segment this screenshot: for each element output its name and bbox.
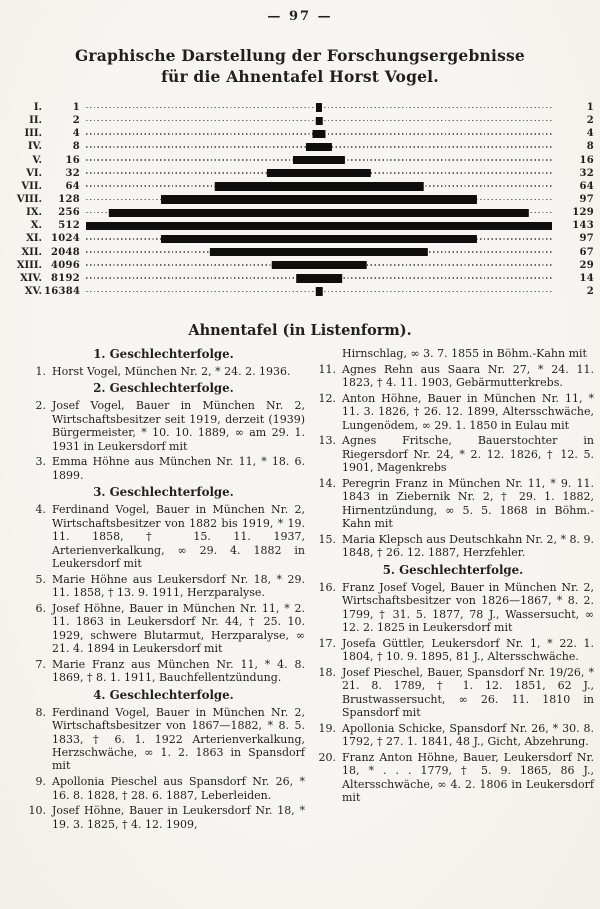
ancestor-pyramid-chart xyxy=(0,101,600,298)
possible-ancestors-count: 256 xyxy=(58,207,80,219)
found-ancestors-bar xyxy=(316,103,322,111)
ancestor-entry xyxy=(312,722,594,749)
found-ancestors-count: 4 xyxy=(586,128,594,140)
chart-row xyxy=(0,154,600,167)
found-ancestors-count: 32 xyxy=(579,167,594,179)
found-ancestors-count: 67 xyxy=(579,246,594,258)
entry-text: Hirnschlag, ∞ 3. 7. 1855 in Böhm.-Kahn mit xyxy=(342,347,587,360)
found-ancestors-count: 129 xyxy=(572,207,594,219)
chart-track xyxy=(86,154,552,167)
ancestor-entry xyxy=(312,637,594,664)
found-ancestors-bar xyxy=(210,248,428,256)
entry-text: Josef Pieschel, Bauer, Spansdorf Nr. 19/26, * 21. 8. 1789, † 1. 12. 1851, 62 J., Brustwassersucht, ∞ 26. 11. 1810 in Spansdorf mit xyxy=(342,665,594,720)
entry-text: Agnes Rehn aus Saara Nr. 27, * 24. 11. 1823, † 4. 11. 1903, Gebärmutterkrebs. xyxy=(342,362,594,390)
chart-row xyxy=(0,246,600,259)
entry-text: Josef Höhne, Bauer in Leukersdorf Nr. 18, * 19. 3. 1825, † 4. 12. 1909, xyxy=(52,804,305,831)
entry-number: 18. xyxy=(318,665,336,679)
list-column-right xyxy=(312,347,594,833)
generation-label: XII. xyxy=(21,246,42,258)
entry-text: Franz Josef Vogel, Bauer in München Nr. 2, Wirtschaftsbesitzer von 1826—1867, * 8. 2. 1799, † 31. 5. 1877, 78 J., Wassersucht, ∞ 12. 2. 1825 in Leukersdorf mit xyxy=(342,580,594,635)
entry-text: Maria Klepsch aus Deutschkahn Nr. 2, * 8. 9. 1848, † 26. 12. 1887, Herzfehler. xyxy=(342,532,594,560)
found-ancestors-count: 97 xyxy=(579,193,594,205)
found-ancestors-count: 97 xyxy=(579,233,594,245)
ancestor-entry xyxy=(22,706,305,773)
entry-text: Marie Höhne aus Leukersdorf Nr. 18, * 29. 11. 1858, † 13. 9. 1911, Herzparalyse. xyxy=(52,572,305,600)
chart-track xyxy=(86,167,552,180)
generation-label: IV. xyxy=(27,141,42,153)
found-ancestors-bar xyxy=(267,169,371,177)
entry-number: 4. xyxy=(35,503,46,517)
chart-title-line2: für die Ahnentafel Horst Vogel. xyxy=(161,66,439,86)
ancestor-entry xyxy=(22,658,305,685)
generation-section-heading: 3. Geschlechterfolge. xyxy=(93,485,234,500)
generation-label: VIII. xyxy=(16,193,42,205)
found-ancestors-bar xyxy=(316,117,323,125)
ancestor-entry xyxy=(22,503,305,570)
entry-text: Peregrin Franz in München Nr. 11, * 9. 11. 1843 in Ziebernik Nr. 2, † 29. 1. 1882, Hirnentzündung, ∞ 5. 5. 1868 in Böhm.-Kahn mit xyxy=(342,476,594,531)
chart-row xyxy=(0,285,600,298)
possible-ancestors-count: 32 xyxy=(65,167,80,179)
generation-label: VII. xyxy=(21,180,42,192)
generation-label: XI. xyxy=(26,233,42,245)
generation-label: V. xyxy=(32,154,42,166)
entry-number: 9. xyxy=(35,775,46,789)
generation-section-heading: 5. Geschlechterfolge. xyxy=(382,562,524,577)
generation-label: IX. xyxy=(26,207,42,219)
ancestor-entry xyxy=(22,775,305,802)
chart-row xyxy=(0,272,600,285)
found-ancestors-count: 8 xyxy=(586,141,594,153)
generation-label: VI. xyxy=(26,167,42,179)
chart-track xyxy=(86,180,552,193)
two-column-list xyxy=(22,347,594,833)
entry-number: 14. xyxy=(318,476,336,490)
entry-text: Apollonia Schicke, Spansdorf Nr. 26, * 30. 8. 1792, † 27. 1. 1841, 48 J., Gicht, Abzehrung. xyxy=(342,721,594,749)
chart-track xyxy=(86,101,552,114)
possible-ancestors-count: 4096 xyxy=(50,259,80,271)
chart-row xyxy=(0,167,600,180)
possible-ancestors-count: 8192 xyxy=(50,272,80,284)
entry-text: Ferdinand Vogel, Bauer in München Nr. 2, Wirtschaftsbesitzer von 1867—1882, * 8. 5. 1833, † 6. 1. 1922 Arterienverkalkung, Herzschwäche, ∞ 1. 2. 1863 in Spansdorf mit xyxy=(52,705,305,773)
chart-track xyxy=(86,193,552,206)
possible-ancestors-count: 4 xyxy=(72,128,80,140)
generation-label: XIV. xyxy=(20,272,42,284)
page-number: — 97 — xyxy=(267,9,333,24)
ancestor-entry xyxy=(22,573,305,600)
entry-number: 11. xyxy=(318,362,336,376)
chart-row xyxy=(0,114,600,127)
entry-number: 8. xyxy=(35,705,46,719)
entry-number: 1. xyxy=(35,364,46,378)
entry-text: Emma Höhne aus München Nr. 11, * 18. 6. 1899. xyxy=(52,455,305,482)
generation-section-heading: 4. Geschlechterfolge. xyxy=(93,687,234,702)
chart-row xyxy=(0,101,600,114)
chart-row xyxy=(0,219,600,232)
found-ancestors-bar xyxy=(293,156,345,164)
entry-number: 13. xyxy=(318,434,336,448)
ancestor-entry xyxy=(312,363,594,390)
ancestor-entry xyxy=(312,392,594,432)
entry-number: 12. xyxy=(318,391,336,405)
generation-label: III. xyxy=(24,128,42,140)
found-ancestors-count: 2 xyxy=(586,115,594,127)
chart-row xyxy=(0,180,600,193)
found-ancestors-bar xyxy=(316,287,323,295)
possible-ancestors-count: 16 xyxy=(65,154,80,166)
entry-text: Apollonia Pieschel aus Spansdorf Nr. 26, * 16. 8. 1828, † 28. 6. 1887, Leberleiden. xyxy=(52,775,305,802)
entry-number: 7. xyxy=(35,657,46,671)
found-ancestors-count: 29 xyxy=(579,259,594,271)
entry-text: Ferdinand Vogel, Bauer in München Nr. 2, Wirtschaftsbesitzer von 1882 bis 1919, * 19. 11. 1858, † 15. 11. 1937, Arterienverkalkung, ∞ 29. 4. 1882 in Leukersdorf mit xyxy=(52,503,305,571)
found-ancestors-count: 1 xyxy=(586,102,594,113)
chart-track xyxy=(86,219,552,232)
chart-title-line1: Graphische Darstellung der Forschungsergebnisse xyxy=(75,46,525,65)
found-ancestors-count: 2 xyxy=(586,285,594,297)
chart-track xyxy=(86,259,552,272)
ancestor-entry xyxy=(312,434,594,474)
ancestor-entry xyxy=(312,581,594,635)
entry-number: 16. xyxy=(318,580,336,594)
possible-ancestors-count: 1 xyxy=(72,102,80,113)
ancestor-entry xyxy=(22,602,305,656)
list-column-left xyxy=(22,347,305,833)
found-ancestors-bar xyxy=(272,261,367,269)
entry-text: Anton Höhne, Bauer in München Nr. 11, * 11. 3. 1826, † 26. 12. 1899, Altersschwäche, Lungenödem, ∞ 29. 1. 1850 in Eulau mit xyxy=(342,391,594,432)
chart-row xyxy=(0,232,600,245)
chart-track xyxy=(86,206,552,219)
ancestor-entry xyxy=(22,804,305,831)
generation-label: II. xyxy=(29,115,42,127)
ancestor-entry xyxy=(312,666,594,720)
entry-number: 2. xyxy=(35,399,46,413)
generation-label: XV. xyxy=(24,285,42,297)
chart-row xyxy=(0,206,600,219)
ancestor-entry xyxy=(22,365,305,378)
found-ancestors-bar xyxy=(296,274,342,282)
generation-section-heading: 2. Geschlechterfolge. xyxy=(93,381,234,396)
found-ancestors-bar xyxy=(109,209,529,217)
entry-number: 15. xyxy=(318,532,336,546)
found-ancestors-bar xyxy=(312,130,325,138)
found-ancestors-count: 64 xyxy=(579,180,594,192)
ancestor-entry xyxy=(312,533,594,560)
entry-number: 20. xyxy=(318,750,336,764)
ancestor-entry xyxy=(312,751,594,805)
chart-row xyxy=(0,127,600,140)
found-ancestors-bar xyxy=(86,222,552,230)
found-ancestors-count: 14 xyxy=(579,272,594,284)
possible-ancestors-count: 16384 xyxy=(44,285,81,297)
ancestor-entry xyxy=(22,455,305,482)
possible-ancestors-count: 512 xyxy=(58,220,80,232)
entry-number: 19. xyxy=(318,721,336,735)
chart-row xyxy=(0,193,600,206)
chart-track xyxy=(86,114,552,127)
chart-track xyxy=(86,285,552,298)
ancestor-entry xyxy=(22,399,305,453)
generation-label: X. xyxy=(30,220,42,232)
possible-ancestors-count: 2 xyxy=(72,115,80,127)
generation-section-heading: 1. Geschlechterfolge. xyxy=(93,347,234,361)
entry-text: Josef Vogel, Bauer in München Nr. 2, Wirtschaftsbesitzer seit 1919, derzeit (1939) Bürgermeister, * 10. 10. 1889, ∞ am 29. 1. 1931 in Leukersdorf mit xyxy=(52,399,305,453)
found-ancestors-bar xyxy=(161,195,477,203)
found-ancestors-count: 16 xyxy=(579,154,594,166)
found-ancestors-count: 143 xyxy=(572,220,594,232)
chart-track xyxy=(86,140,552,153)
found-ancestors-bar xyxy=(215,182,424,190)
entry-continuation xyxy=(312,347,594,360)
ancestor-entry xyxy=(312,477,594,531)
generation-label: XIII. xyxy=(16,259,42,271)
possible-ancestors-count: 128 xyxy=(58,193,80,205)
chart-track xyxy=(86,232,552,245)
entry-number: 5. xyxy=(35,572,46,586)
chart-title xyxy=(0,46,600,87)
entry-number: 3. xyxy=(35,455,46,469)
entry-text: Horst Vogel, München Nr. 2, * 24. 2. 1936. xyxy=(52,364,291,378)
entry-text: Marie Franz aus München Nr. 11, * 4. 8. 1869, † 8. 1. 1911, Bauchfellentzündung. xyxy=(52,657,305,685)
generation-label: I. xyxy=(33,102,42,113)
chart-track xyxy=(86,246,552,259)
entry-text: Josefa Güttler, Leukersdorf Nr. 1, * 22. 1. 1804, † 10. 9. 1895, 81 J., Altersschwäche. xyxy=(342,636,594,664)
list-heading: Ahnentafel (in Listenform). xyxy=(188,322,412,339)
chart-track xyxy=(86,127,552,140)
found-ancestors-bar xyxy=(306,143,332,151)
entry-number xyxy=(312,347,336,360)
possible-ancestors-count: 1024 xyxy=(50,233,80,245)
chart-row xyxy=(0,259,600,272)
entry-number: 6. xyxy=(35,601,46,615)
found-ancestors-bar xyxy=(161,235,477,243)
entry-text: Josef Höhne, Bauer in München Nr. 11, * 2. 11. 1863 in Leukersdorf Nr. 44, † 25. 10. 1929, schwere Blutarmut, Herzparalyse, ∞ 21. 4. 1894 in Leukersdorf mit xyxy=(52,601,305,656)
possible-ancestors-count: 64 xyxy=(65,180,80,192)
chart-row xyxy=(0,140,600,153)
chart-track xyxy=(86,272,552,285)
possible-ancestors-count: 2048 xyxy=(50,246,80,258)
entry-number: 10. xyxy=(28,804,46,818)
entry-text: Franz Anton Höhne, Bauer, Leukersdorf Nr. 18, * . . . 1779, † 5. 9. 1865, 86 J., Altersschwäche, ∞ 4. 2. 1806 in Leukersdorf mit xyxy=(342,750,594,805)
possible-ancestors-count: 8 xyxy=(72,141,80,153)
entry-number: 17. xyxy=(318,636,336,650)
entry-text: Agnes Fritsche, Bauerstochter in Riegersdorf Nr. 24, * 2. 12. 1826, † 12. 5. 1901, Magenkrebs xyxy=(342,434,594,475)
